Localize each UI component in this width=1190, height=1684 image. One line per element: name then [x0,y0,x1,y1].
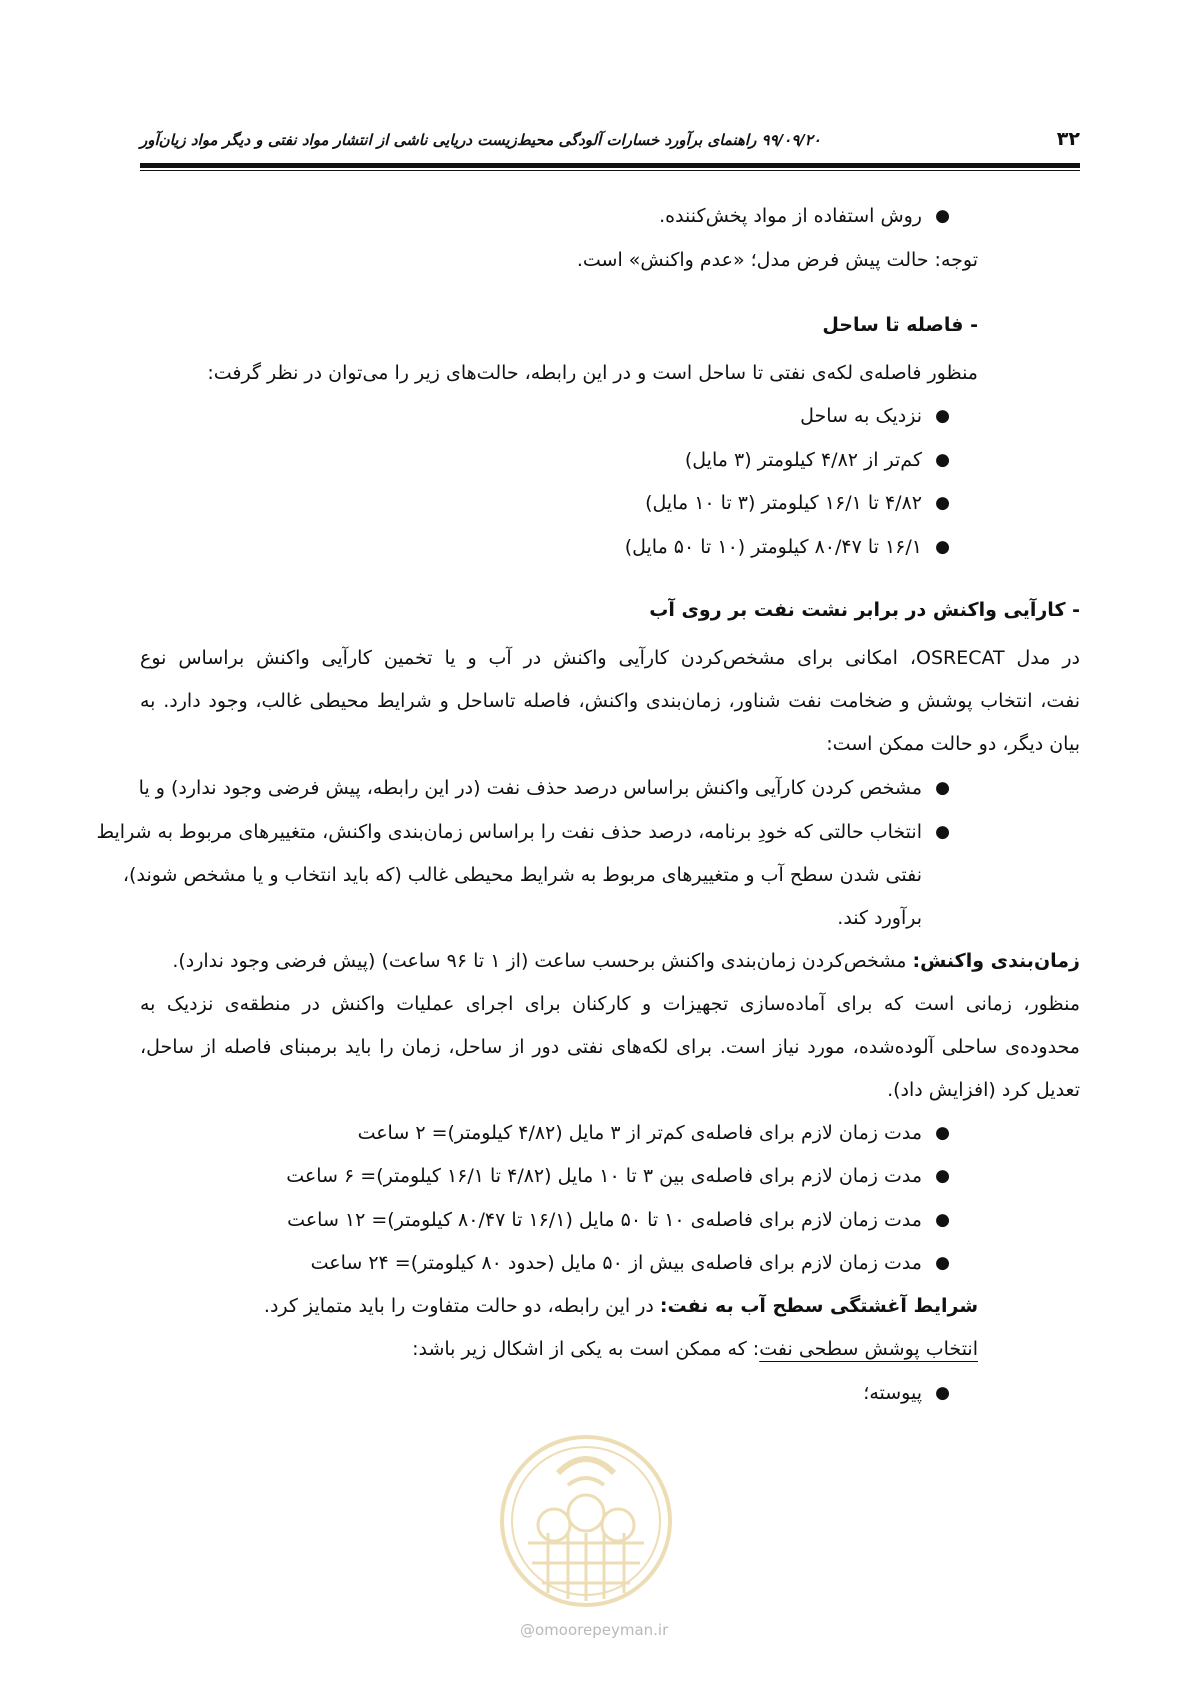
paragraph-line: نفت، انتخاب پوشش و ضخامت نفت شناور، زمان‌بندی واکنش، فاصله تاساحل و شرایط محیطی غالب، وجود دارد. به [140,690,1080,712]
bullet-icon: ● [935,1166,950,1186]
list-item-continuation: نفتی شدن سطح آب و متغییرهای مربوط به شرایط محیطی غالب (که باید انتخاب و یا مشخص شوند)، [122,864,922,886]
paragraph-line: بیان دیگر، دو حالت ممکن است: [826,733,1080,755]
coverage-text: : که ممکن است به یکی از اشکال زیر باشد: [412,1338,760,1360]
distance-text: منظور فاصله‌ی لکه‌ی نفتی تا ساحل است و در این رابطه، حالت‌های زیر را می‌توان در نظر گرفت: [207,362,978,384]
list-item-text: مشخص کردن کارآیی واکنش براساس درصد حذف نفت (در این رابطه، پیش فرضی وجود ندارد) و یا [138,777,922,799]
list-item-text: مدت زمان لازم برای فاصله‌ی ۱۰ تا ۵۰ مایل (۱۶/۱ تا ۸۰/۴۷ کیلومتر)= ۱۲ ساعت [287,1209,922,1231]
page-number: ۳۲ [1056,128,1080,150]
coverage-paragraph [412,1336,978,1362]
list-item-text: مدت زمان لازم برای فاصله‌ی بین ۳ تا ۱۰ مایل (۴/۸۲ تا ۱۶/۱ کیلومتر)= ۶ ساعت [286,1165,922,1187]
list-item-text: روش استفاده از مواد پخش‌کننده. [659,205,922,227]
bullet-icon: ● [935,1210,950,1230]
list-item-text: پیوسته؛ [863,1382,922,1404]
mixing-paragraph [264,1293,978,1319]
timing-label: زمان‌بندی واکنش: [912,950,1080,972]
bullet-icon: ● [935,1123,950,1143]
running-header [140,128,1080,154]
paragraph-line: محدوده‌ی ساحلی آلوده‌شده، مورد نیاز است. برای لکه‌های نفتی دور از ساحل، زمان را باید برمبنای فاصله از ساحل، [140,1036,1080,1058]
bullet-icon: ● [935,406,950,426]
timing-paragraph [172,948,1080,974]
bullet-icon: ● [935,450,950,470]
list-item-text: کم‌تر از ۴/۸۲ کیلومتر (۳ مایل) [684,449,922,471]
header-rule-thin [140,170,1080,171]
list-item-continuation: برآورد کند. [837,907,922,929]
list-item-text: ۱۶/۱ تا ۸۰/۴۷ کیلومتر (۱۰ تا ۵۰ مایل) [624,536,922,558]
note-text: توجه: حالت پیش فرض مدل؛ «عدم واکنش» است. [576,249,978,271]
section-heading-efficiency: - کارآیی واکنش در برابر نشت نفت بر روی آب [649,599,1080,621]
bullet-icon: ● [935,1383,950,1403]
watermark-url: @omoorepeyman.ir [520,1621,669,1639]
section-heading-distance: - فاصله تا ساحل [822,314,978,336]
bullet-icon: ● [935,778,950,798]
bullet-icon: ● [935,537,950,557]
bullet-icon: ● [935,822,950,842]
list-item-text: ۴/۸۲ تا ۱۶/۱ کیلومتر (۳ تا ۱۰ مایل) [645,492,922,514]
watermark-logo-icon [498,1433,674,1609]
paragraph-line: منظور، زمانی است که برای آماده‌سازی تجهیزات و کارکنان برای اجرای عملیات واکنش در منطقه‌ی نزدیک به [140,993,1080,1015]
timing-text: مشخص‌کردن زمان‌بندی واکنش برحسب ساعت (از ۱ تا ۹۶ ساعت) (پیش فرضی وجود ندارد). [172,950,907,972]
header-title: ۹۹/۰۹/۲۰ راهنمای برآورد خسارات آلودگی محیط‌زیست دریایی ناشی از انتشار مواد نفتی و دیگر مواد زیان‌آور [140,131,821,149]
list-item-text: انتخاب حالتی که خودِ برنامه، درصد حذف نفت را براساس زمان‌بندی واکنش، متغییرهای مربوط به شرایط [96,821,922,843]
list-item-text: مدت زمان لازم برای فاصله‌ی کم‌تر از ۳ مایل (۴/۸۲ کیلومتر)= ۲ ساعت [357,1122,922,1144]
mixing-text: در این رابطه، دو حالت متفاوت را باید متمایز کرد. [263,1295,654,1317]
coverage-label: انتخاب پوشش سطحی نفت [759,1338,978,1360]
list-item-text: نزدیک به ساحل [800,405,922,427]
bullet-icon: ● [935,493,950,513]
mixing-label: شرایط آغشتگی سطح آب به نفت: [659,1295,978,1317]
header-rule-thick [140,163,1080,168]
bullet-icon: ● [935,1253,950,1273]
paragraph-line: در مدل OSRECAT، امکانی برای مشخص‌کردن کارآیی واکنش در آب و یا تخمین کارآیی واکنش براساس نوع [140,647,1080,669]
bullet-icon: ● [935,206,950,226]
paragraph-line: تعدیل کرد (افزایش داد). [887,1079,1080,1101]
list-item-text: مدت زمان لازم برای فاصله‌ی بیش از ۵۰ مایل (حدود ۸۰ کیلومتر)= ۲۴ ساعت [310,1252,922,1274]
